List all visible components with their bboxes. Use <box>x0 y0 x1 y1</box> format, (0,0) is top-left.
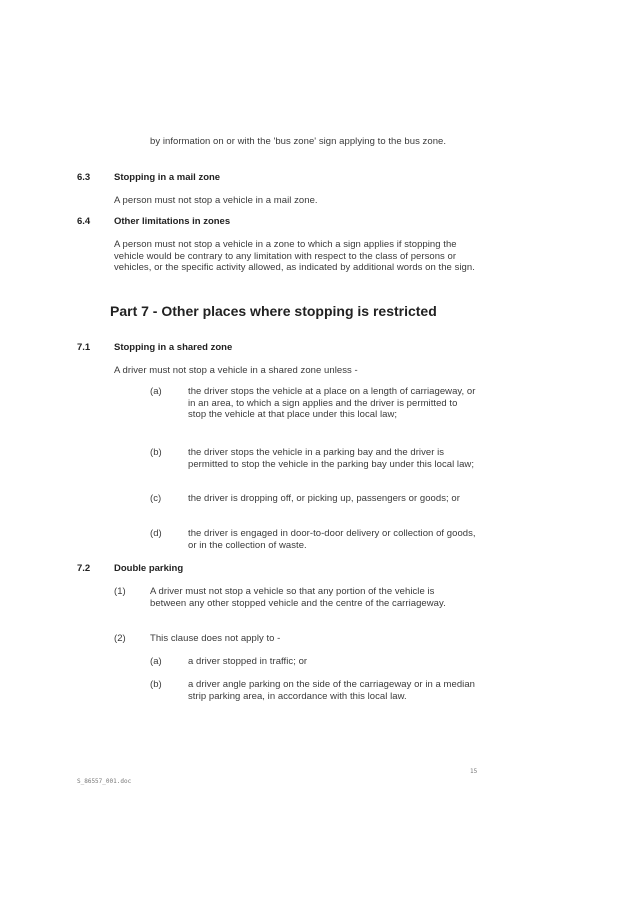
section-body: A person must not stop a vehicle in a zone to which a sign applies if stopping the vehicle would be contrary to any limitation with respect to the class of persons or vehicles, or the specific activity allowed, as indicated by additional words on the sign. <box>114 239 475 274</box>
list-item-text: the driver is engaged in door-to-door delivery or collection of goods, or in the collection of waste. <box>188 528 476 551</box>
subclause-text: A driver must not stop a vehicle so that any portion of the vehicle is between any other stopped vehicle and the centre of the carriageway. <box>150 586 446 609</box>
footer-doc-code: S_86557_001.doc <box>77 778 132 785</box>
list-item-label: (a) <box>150 656 162 667</box>
subclause-label: (2) <box>114 633 126 644</box>
part-heading: Part 7 - Other places where stopping is restricted <box>110 303 437 319</box>
list-item-text: the driver stops the vehicle in a parking bay and the driver is permitted to stop the vehicle in the parking bay under this local law; <box>188 447 475 470</box>
section-intro: A driver must not stop a vehicle in a shared zone unless - <box>114 365 358 376</box>
continuation-paragraph: by information on or with the 'bus zone' sign applying to the bus zone. <box>150 136 447 147</box>
list-item-text: a driver angle parking on the side of the carriageway or in a median strip parking area, in accordance with this local law. <box>188 679 475 702</box>
list-item-text: the driver stops the vehicle at a place on a length of carriageway, or in an area, to which a sign applies and the driver is permitted to stop the vehicle at that place under this local law; <box>188 386 476 421</box>
list-item-label: (b) <box>150 679 162 690</box>
section-body: A person must not stop a vehicle in a mail zone. <box>114 195 318 206</box>
list-item-label: (c) <box>150 493 162 504</box>
section-heading: Stopping in a mail zone <box>114 172 221 183</box>
section-heading: Other limitations in zones <box>114 216 231 227</box>
page-number: 15 <box>470 768 478 775</box>
section-heading: Stopping in a shared zone <box>114 342 233 353</box>
list-item-label: (d) <box>150 528 162 539</box>
subclause-label: (1) <box>114 586 126 597</box>
section-heading: Double parking <box>114 563 184 574</box>
list-item-label: (a) <box>150 386 162 397</box>
section-number: 6.4 <box>77 216 91 227</box>
section-number: 7.1 <box>77 342 91 353</box>
section-number: 6.3 <box>77 172 91 183</box>
subclause-text: This clause does not apply to - <box>150 633 281 644</box>
list-item-text: a driver stopped in traffic; or <box>188 656 308 667</box>
section-number: 7.2 <box>77 563 91 574</box>
list-item-label: (b) <box>150 447 162 458</box>
list-item-text: the driver is dropping off, or picking up, passengers or goods; or <box>188 493 460 504</box>
